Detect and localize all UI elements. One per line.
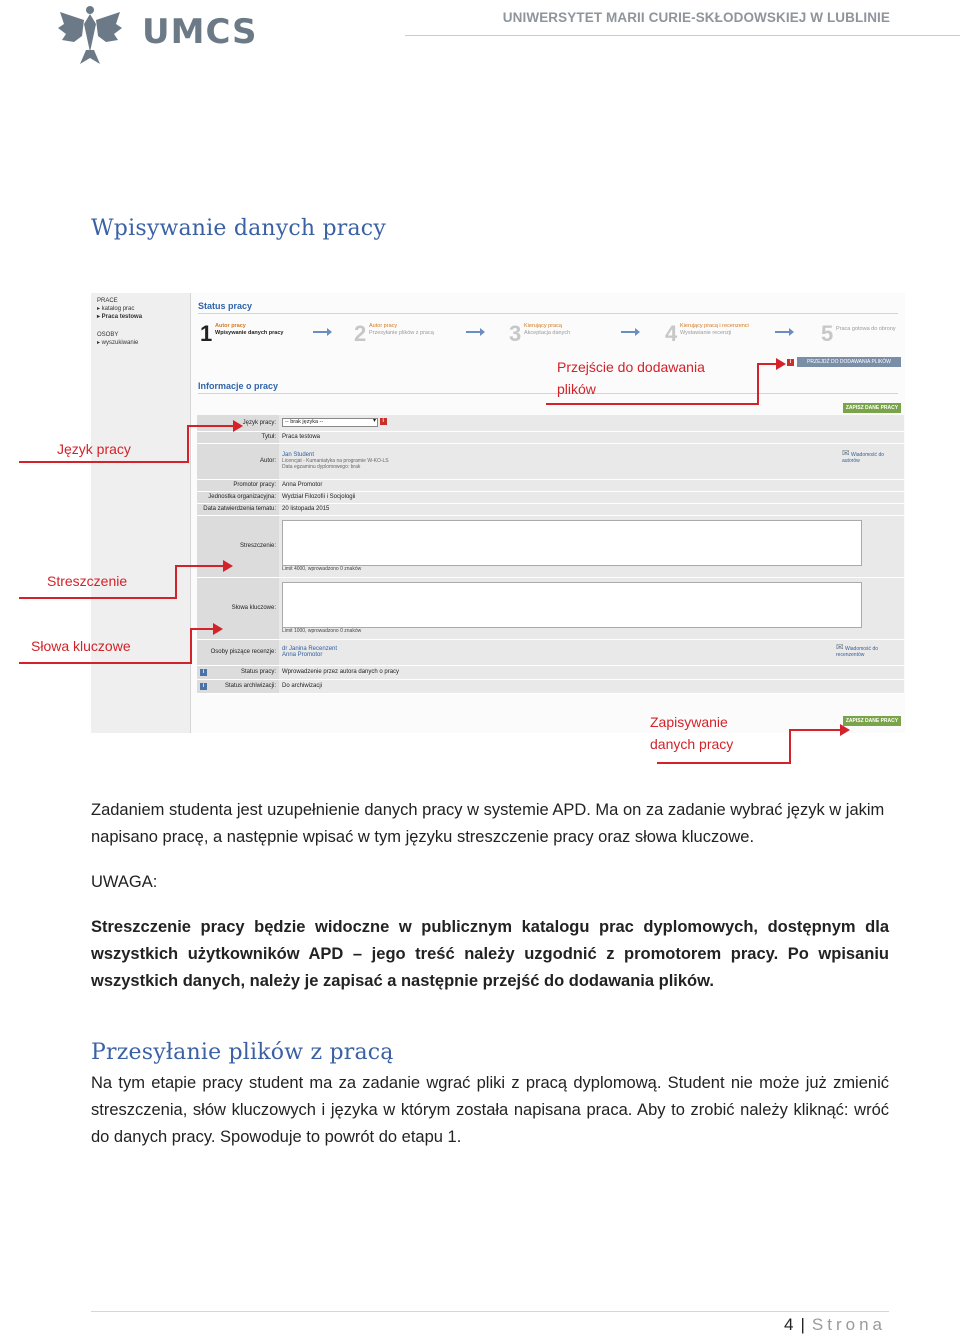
section-title-file-upload: Przesyłanie plików z pracą [91, 1040, 394, 1065]
date-label: Data zatwierdzenia tematu: [197, 503, 279, 515]
info-icon[interactable]: i [200, 683, 207, 690]
title-value: Praca testowa [279, 431, 904, 443]
step-label: Przesyłanie plików z pracą [369, 330, 434, 336]
title-label: Tytuł: [197, 431, 279, 443]
step-role: Autor pracy [369, 323, 398, 329]
step-number: 3 [509, 321, 522, 346]
author-label: Autor: [197, 443, 279, 479]
eagle-crest-icon [56, 2, 124, 66]
sidebar-item-wyszukiwanie[interactable]: ▸ wyszukiwanie [97, 340, 139, 346]
abstract-textarea[interactable] [282, 520, 862, 566]
author-exam-date: Data egzaminu dyplomowego: brak [282, 464, 361, 470]
save-data-button-top[interactable]: ZAPISZ DANE PRACY [843, 403, 901, 413]
sidebar-heading-osoby: OSOBY [97, 332, 119, 338]
step-arrow-icon [466, 331, 482, 333]
university-name: UNIWERSYTET MARII CURIE-SKŁODOWSKIEJ W LUBLINIE [502, 10, 890, 25]
info-icon[interactable]: i [787, 359, 794, 366]
footer-divider [91, 1311, 889, 1312]
step-label: Praca gotowa do obrony [836, 326, 896, 332]
footer-separator: | [800, 1315, 805, 1334]
callout-keywords: Słowa kluczowe [31, 638, 131, 654]
callout-text: Przejście do dodawania [557, 359, 705, 375]
status-value: Wprowadzenie przez autora danych o pracy [279, 665, 904, 679]
archive-label: Status archiwizacji: [224, 683, 276, 689]
info-icon[interactable]: i [380, 418, 387, 425]
header-divider [405, 35, 960, 36]
step-arrow-icon [621, 331, 637, 333]
callout-language: Język pracy [57, 441, 131, 457]
status-divider [198, 313, 898, 314]
info-title: Informacje o pracy [198, 381, 279, 391]
reviewer-link[interactable]: Anna Promotor [282, 652, 323, 658]
info-icon[interactable]: i [200, 669, 207, 676]
step-number: 1 [200, 321, 213, 346]
umcs-logo [56, 2, 256, 66]
envelope-icon: ✉ [836, 641, 844, 652]
promotor-label: Promotor pracy: [197, 479, 279, 491]
promotor-link[interactable]: Anna Promotor [279, 479, 904, 491]
step-role: Autor pracy [215, 323, 246, 329]
step-arrow-icon [313, 331, 329, 333]
callout-text: danych pracy [650, 736, 734, 752]
goto-files-button[interactable]: PRZEJDŹ DO DODAWANIA PLIKÓW [797, 357, 901, 367]
sidebar-item-praca-testowa[interactable]: ▸ Praca testowa [97, 314, 143, 320]
reviewers-label: Osoby piszące recenzje: [197, 639, 279, 665]
callout-save [650, 711, 733, 755]
message-to-authors-label: Wiadomość do autorów [842, 451, 885, 464]
step-label: Akceptacja danych [524, 330, 571, 336]
callout-goto-files [557, 356, 705, 400]
paragraph-file-upload: Na tym etapie pracy student ma za zadanie wgrać pliki z pracą dyplomową. Student nie może już zmienić streszczenia, słów kluczowych i języka w którym została napisana praca. Aby to zrobić należy kliknąć: wróć do danych pracy. Spowoduje to powrót do etapu 1. [91, 1074, 889, 1146]
sidebar-item-katalog[interactable]: ▸ katalog prac [97, 306, 135, 312]
note-heading: UWAGA: [91, 873, 158, 891]
logo-text: UMCS [142, 12, 258, 52]
sidebar-heading-prace: PRACE [97, 298, 118, 304]
archive-value: Do archiwizacji [279, 679, 904, 693]
apd-screenshot [91, 293, 905, 733]
unit-label: Jednostka organizacyjna: [197, 491, 279, 503]
language-select[interactable]: -- brak języka -- ▾ [282, 418, 378, 427]
section-title-data-entry: Wpisywanie danych pracy [91, 216, 386, 241]
envelope-icon: ✉ [842, 447, 850, 458]
save-data-button-bottom[interactable]: ZAPISZ DANE PRACY [843, 716, 901, 726]
step-role: Kierujący pracą i recenzenci [680, 323, 749, 329]
date-value: 20 listopada 2015 [279, 503, 904, 515]
status-label: Status pracy: [240, 669, 276, 675]
message-to-reviewers-label: Wiadomość do recenzentów [836, 645, 879, 658]
step-role: Kierujący pracą [524, 323, 562, 329]
abstract-limit: Limit 4000, wprowadzono 0 znaków [282, 566, 362, 572]
abstract-label: Streszczenie: [197, 515, 279, 577]
callout-text: plików [557, 381, 596, 397]
status-title: Status pracy [198, 301, 253, 311]
step-number: 2 [354, 321, 367, 346]
keywords-label: Słowa kluczowe: [197, 577, 279, 639]
main-panel [191, 293, 905, 733]
keywords-limit: Limit 1000, wprowadzono 0 znaków [282, 628, 362, 634]
step-label: Wpisywanie danych pracy [215, 330, 284, 336]
work-info-form [197, 415, 904, 694]
paragraph-warning: Streszczenie pracy będzie widoczne w publicznym katalogu prac dyplomowych, dostępnym dla wszystkich użytkowników APD – jego treść należy uzgodnić z promotorem pracy. Po wpisaniu wszystkich danych, należy je zapisać a następnie przejść do dodawania plików. [91, 918, 889, 990]
reviewer-link[interactable]: dr Janina Recenzent [282, 646, 338, 652]
step-number: 5 [821, 321, 834, 346]
unit-link[interactable]: Wydział Filozofii i Socjologii [279, 491, 904, 503]
callout-abstract: Streszczenie [47, 573, 128, 589]
page-footer [784, 1315, 886, 1335]
page-word: Strona [811, 1315, 886, 1334]
message-to-authors-link[interactable] [842, 447, 898, 464]
step-arrow-icon [775, 331, 791, 333]
info-divider [198, 393, 898, 394]
keywords-textarea[interactable] [282, 582, 862, 628]
author-link[interactable]: Jan Student [282, 452, 315, 458]
message-to-reviewers-link[interactable] [836, 641, 898, 658]
step-number: 4 [665, 321, 678, 346]
page-number: 4 [784, 1315, 794, 1334]
language-label: Język pracy: [197, 415, 279, 431]
author-note: Licencjat - Kumaniatyka na programie W-KO-LS [282, 458, 389, 464]
callout-text: Zapisywanie [650, 714, 728, 730]
step-label: Wystawianie recenzji [680, 330, 732, 336]
paragraph-intro: Zadaniem studenta jest uzupełnienie danych pracy w systemie APD. Ma on za zadanie wybrać język w jakim napisano pracę, a następnie wpisać w tym języku streszczenie pracy oraz słowa kluczowe. [91, 801, 885, 846]
sidebar-menu [91, 293, 191, 733]
